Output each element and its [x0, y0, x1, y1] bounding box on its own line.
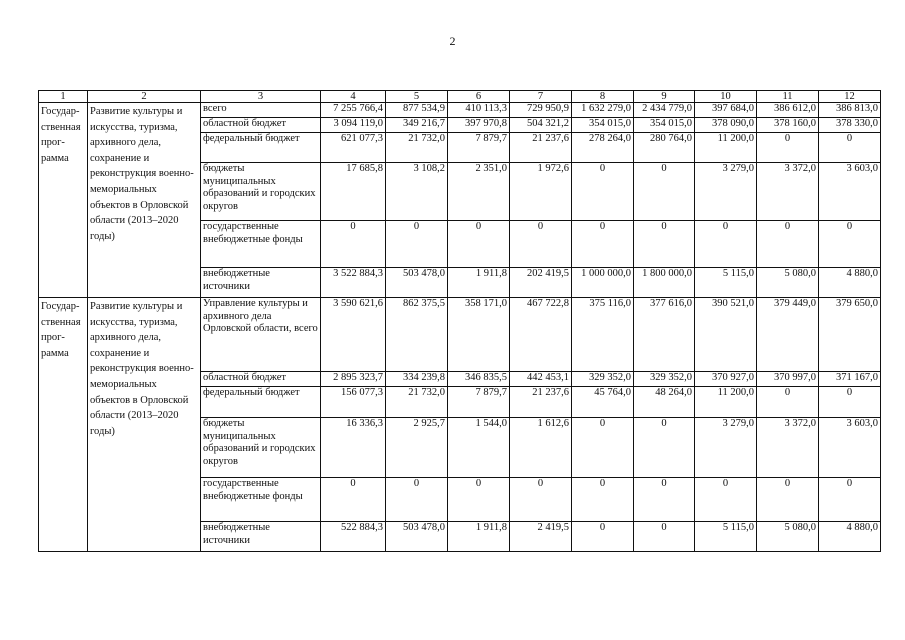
amount-cell: 522 884,3 — [321, 522, 386, 552]
amount-cell: 467 722,8 — [510, 298, 572, 372]
amount-cell: 354 015,0 — [572, 118, 634, 133]
amount-cell: 156 077,3 — [321, 387, 386, 418]
amount-cell: 278 264,0 — [572, 133, 634, 163]
amount-cell: 11 200,0 — [695, 387, 757, 418]
amount-cell: 7 255 766,4 — [321, 103, 386, 118]
amount-cell: 0 — [321, 478, 386, 522]
program-status-cell: Государ-ственная прог-рамма — [39, 103, 88, 298]
amount-cell: 346 835,5 — [448, 372, 510, 387]
amount-cell: 410 113,3 — [448, 103, 510, 118]
amount-cell: 0 — [634, 163, 695, 221]
amount-cell: 379 650,0 — [819, 298, 881, 372]
amount-cell: 1 000 000,0 — [572, 268, 634, 298]
amount-cell: 5 115,0 — [695, 268, 757, 298]
amount-cell: 1 911,8 — [448, 522, 510, 552]
amount-cell: 0 — [819, 221, 881, 268]
funding-source-label: областной бюджет — [201, 118, 321, 133]
amount-cell: 1 972,6 — [510, 163, 572, 221]
amount-cell: 0 — [757, 133, 819, 163]
amount-cell: 0 — [634, 522, 695, 552]
amount-cell: 0 — [386, 478, 448, 522]
amount-cell: 1 544,0 — [448, 418, 510, 478]
amount-cell: 0 — [510, 478, 572, 522]
amount-cell: 280 764,0 — [634, 133, 695, 163]
amount-cell: 503 478,0 — [386, 268, 448, 298]
amount-cell: 7 879,7 — [448, 387, 510, 418]
amount-cell: 4 880,0 — [819, 522, 881, 552]
amount-cell: 349 216,7 — [386, 118, 448, 133]
amount-cell: 1 911,8 — [448, 268, 510, 298]
amount-cell: 2 434 779,0 — [634, 103, 695, 118]
amount-cell: 0 — [634, 221, 695, 268]
amount-cell: 202 419,5 — [510, 268, 572, 298]
amount-cell: 378 090,0 — [695, 118, 757, 133]
amount-cell: 0 — [572, 163, 634, 221]
funding-row — [39, 298, 881, 372]
funding-source-label: федеральный бюджет — [201, 133, 321, 163]
amount-cell: 0 — [386, 221, 448, 268]
amount-cell: 1 612,6 — [510, 418, 572, 478]
amount-cell: 397 684,0 — [695, 103, 757, 118]
amount-cell: 0 — [572, 221, 634, 268]
amount-cell: 729 950,9 — [510, 103, 572, 118]
amount-cell: 386 813,0 — [819, 103, 881, 118]
amount-cell: 377 616,0 — [634, 298, 695, 372]
amount-cell: 2 895 323,7 — [321, 372, 386, 387]
page-number: 2 — [449, 34, 456, 48]
amount-cell: 3 603,0 — [819, 418, 881, 478]
funding-source-label: внебюджетные источники — [201, 522, 321, 552]
amount-cell: 0 — [757, 221, 819, 268]
amount-cell: 0 — [634, 418, 695, 478]
column-number-header-row — [39, 91, 881, 103]
column-number-header: 12 — [819, 91, 881, 103]
amount-cell: 329 352,0 — [634, 372, 695, 387]
column-number-header: 10 — [695, 91, 757, 103]
column-number-header: 8 — [572, 91, 634, 103]
amount-cell: 21 732,0 — [386, 133, 448, 163]
amount-cell: 334 239,8 — [386, 372, 448, 387]
amount-cell: 0 — [572, 522, 634, 552]
column-number-header: 4 — [321, 91, 386, 103]
program-status-cell: Государ-ственная прог-рамма — [39, 298, 88, 552]
amount-cell: 621 077,3 — [321, 133, 386, 163]
amount-cell: 370 927,0 — [695, 372, 757, 387]
amount-cell: 0 — [757, 387, 819, 418]
amount-cell: 48 264,0 — [634, 387, 695, 418]
amount-cell: 2 925,7 — [386, 418, 448, 478]
amount-cell: 1 632 279,0 — [572, 103, 634, 118]
column-number-header: 9 — [634, 91, 695, 103]
amount-cell: 397 970,8 — [448, 118, 510, 133]
amount-cell: 17 685,8 — [321, 163, 386, 221]
funding-source-label: государственные внебюджетные фонды — [201, 221, 321, 268]
amount-cell: 390 521,0 — [695, 298, 757, 372]
program-block — [39, 103, 881, 298]
amount-cell: 354 015,0 — [634, 118, 695, 133]
column-number-header: 5 — [386, 91, 448, 103]
amount-cell: 21 237,6 — [510, 133, 572, 163]
amount-cell: 3 603,0 — [819, 163, 881, 221]
amount-cell: 2 351,0 — [448, 163, 510, 221]
amount-cell: 378 160,0 — [757, 118, 819, 133]
amount-cell: 503 478,0 — [386, 522, 448, 552]
column-number-header: 6 — [448, 91, 510, 103]
amount-cell: 5 115,0 — [695, 522, 757, 552]
amount-cell: 11 200,0 — [695, 133, 757, 163]
funding-row — [39, 103, 881, 118]
amount-cell: 3 590 621,6 — [321, 298, 386, 372]
program-block — [39, 298, 881, 552]
amount-cell: 4 880,0 — [819, 268, 881, 298]
amount-cell: 329 352,0 — [572, 372, 634, 387]
amount-cell: 3 522 884,3 — [321, 268, 386, 298]
amount-cell: 3 372,0 — [757, 418, 819, 478]
funding-source-label: всего — [201, 103, 321, 118]
amount-cell: 379 449,0 — [757, 298, 819, 372]
amount-cell: 3 279,0 — [695, 163, 757, 221]
amount-cell: 0 — [819, 387, 881, 418]
funding-source-label: государственные внебюджетные фонды — [201, 478, 321, 522]
amount-cell: 0 — [448, 221, 510, 268]
amount-cell: 0 — [321, 221, 386, 268]
funding-source-label: областной бюджет — [201, 372, 321, 387]
funding-source-label: федеральный бюджет — [201, 387, 321, 418]
funding-source-label: бюджеты муниципальных образований и городских округов — [201, 418, 321, 478]
column-number-header: 2 — [88, 91, 201, 103]
amount-cell: 5 080,0 — [757, 522, 819, 552]
amount-cell: 0 — [448, 478, 510, 522]
column-number-header: 1 — [39, 91, 88, 103]
amount-cell: 0 — [819, 478, 881, 522]
program-name-cell: Развитие культуры и искусства, туризма, архивного дела, сохранение и реконструкция военно-мемориальных объектов в Орловской области (2013–2020 годы) — [88, 103, 201, 298]
column-number-header: 3 — [201, 91, 321, 103]
budget-table — [38, 90, 881, 552]
amount-cell: 375 116,0 — [572, 298, 634, 372]
amount-cell: 3 094 119,0 — [321, 118, 386, 133]
amount-cell: 0 — [757, 478, 819, 522]
funding-source-label: бюджеты муниципальных образований и городских округов — [201, 163, 321, 221]
amount-cell: 0 — [819, 133, 881, 163]
amount-cell: 0 — [572, 418, 634, 478]
amount-cell: 877 534,9 — [386, 103, 448, 118]
column-number-header: 7 — [510, 91, 572, 103]
amount-cell: 0 — [695, 221, 757, 268]
amount-cell: 5 080,0 — [757, 268, 819, 298]
column-number-header: 11 — [757, 91, 819, 103]
amount-cell: 21 732,0 — [386, 387, 448, 418]
funding-source-label: внебюджетные источники — [201, 268, 321, 298]
amount-cell: 862 375,5 — [386, 298, 448, 372]
amount-cell: 3 108,2 — [386, 163, 448, 221]
amount-cell: 3 372,0 — [757, 163, 819, 221]
amount-cell: 0 — [695, 478, 757, 522]
amount-cell: 2 419,5 — [510, 522, 572, 552]
amount-cell: 371 167,0 — [819, 372, 881, 387]
amount-cell: 442 453,1 — [510, 372, 572, 387]
amount-cell: 16 336,3 — [321, 418, 386, 478]
amount-cell: 358 171,0 — [448, 298, 510, 372]
amount-cell: 0 — [572, 478, 634, 522]
amount-cell: 378 330,0 — [819, 118, 881, 133]
amount-cell: 3 279,0 — [695, 418, 757, 478]
amount-cell: 1 800 000,0 — [634, 268, 695, 298]
amount-cell: 45 764,0 — [572, 387, 634, 418]
amount-cell: 370 997,0 — [757, 372, 819, 387]
funding-source-label: Управление культуры и архивного дела Орловской области, всего — [201, 298, 321, 372]
amount-cell: 7 879,7 — [448, 133, 510, 163]
amount-cell: 21 237,6 — [510, 387, 572, 418]
amount-cell: 0 — [510, 221, 572, 268]
program-name-cell: Развитие культуры и искусства, туризма, архивного дела, сохранение и реконструкция военно-мемориальных объектов в Орловской области (2013–2020 годы) — [88, 298, 201, 552]
amount-cell: 386 612,0 — [757, 103, 819, 118]
amount-cell: 504 321,2 — [510, 118, 572, 133]
amount-cell: 0 — [634, 478, 695, 522]
